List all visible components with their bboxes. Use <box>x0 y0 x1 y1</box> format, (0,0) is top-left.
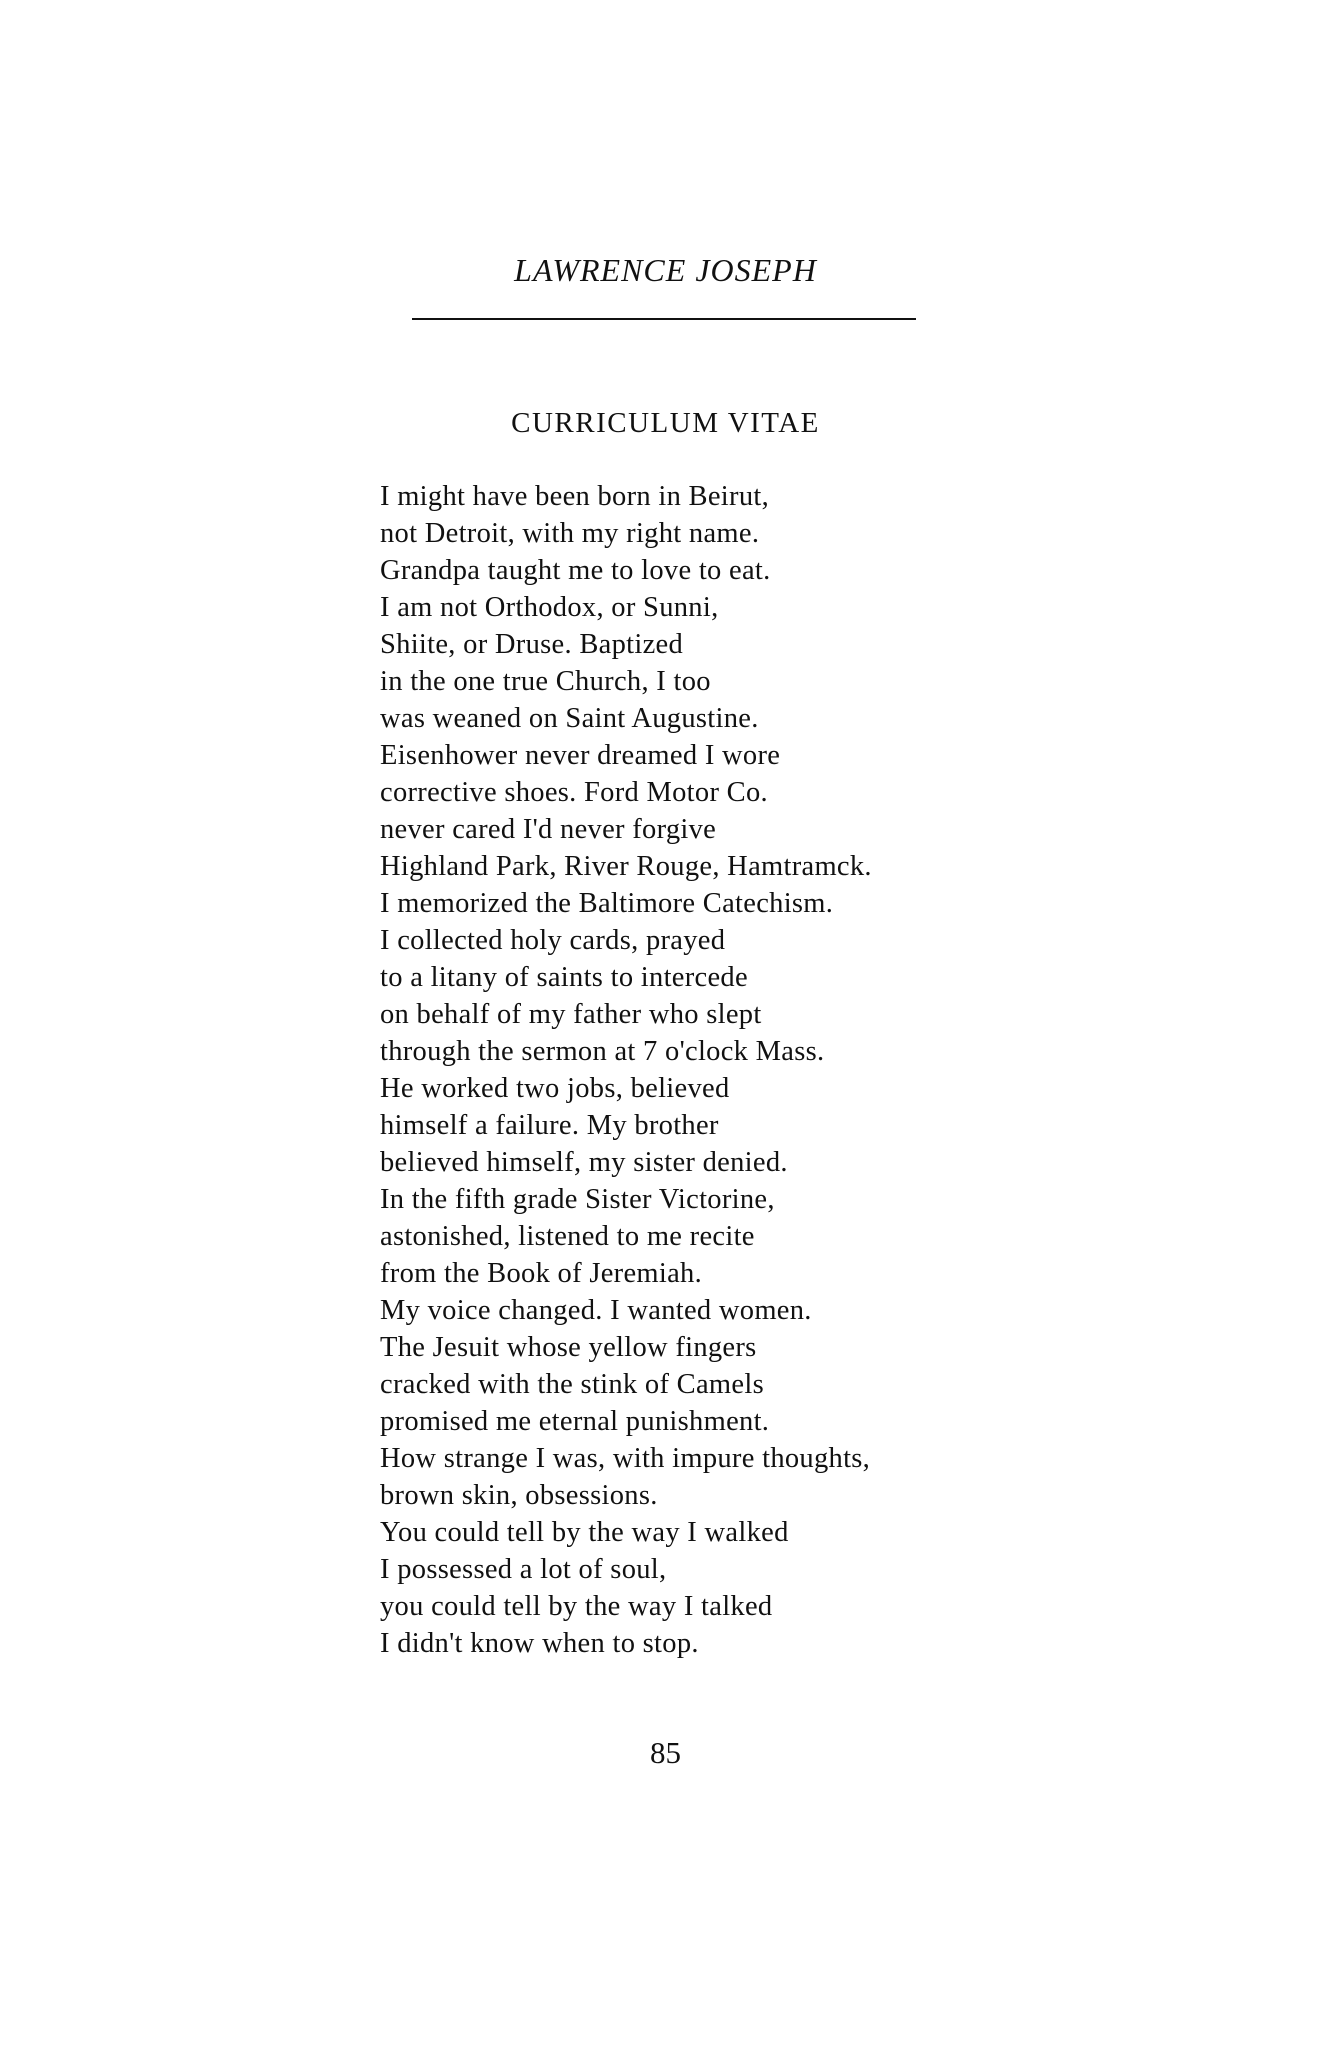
poem-line: I memorized the Baltimore Catechism. <box>380 888 834 919</box>
poem-line: He worked two jobs, believed <box>380 1073 730 1104</box>
poem-line: believed himself, my sister denied. <box>380 1147 788 1178</box>
poem-body <box>380 478 1000 1662</box>
poem-line: My voice changed. I wanted women. <box>380 1295 812 1326</box>
poem-line: I collected holy cards, prayed <box>380 925 726 956</box>
poem-line: cracked with the stink of Camels <box>380 1369 764 1400</box>
poem-line: on behalf of my father who slept <box>380 999 762 1030</box>
poem-line: How strange I was, with impure thoughts, <box>380 1443 871 1474</box>
poem-line: I possessed a lot of soul, <box>380 1554 667 1585</box>
poem-line: brown skin, obsessions. <box>380 1480 658 1511</box>
poem-line: I might have been born in Beirut, <box>380 481 770 512</box>
poem-line: I didn't know when to stop. <box>380 1628 699 1659</box>
poem-line: I am not Orthodox, or Sunni, <box>380 592 719 623</box>
poem-line: Grandpa taught me to love to eat. <box>380 555 771 586</box>
poem-line: In the fifth grade Sister Victorine, <box>380 1184 775 1215</box>
poem-line: to a litany of saints to intercede <box>380 962 748 993</box>
poem-line: in the one true Church, I too <box>380 666 711 697</box>
poem-line: not Detroit, with my right name. <box>380 518 760 549</box>
poem-line: Highland Park, River Rouge, Hamtramck. <box>380 851 872 882</box>
poem-line: was weaned on Saint Augustine. <box>380 703 759 734</box>
page-number: 85 <box>650 1735 681 1770</box>
poem-line: Shiite, or Druse. Baptized <box>380 629 684 660</box>
poem-line: corrective shoes. Ford Motor Co. <box>380 777 768 808</box>
poem-line: from the Book of Jeremiah. <box>380 1258 703 1289</box>
header-rule <box>412 318 916 320</box>
poem-line: astonished, listened to me recite <box>380 1221 755 1252</box>
running-head-author: LAWRENCE JOSEPH <box>514 252 817 288</box>
poem-line: promised me eternal punishment. <box>380 1406 770 1437</box>
poem-line: You could tell by the way I walked <box>380 1517 789 1548</box>
poem-line: never cared I'd never forgive <box>380 814 717 845</box>
poem-line: The Jesuit whose yellow fingers <box>380 1332 757 1363</box>
poem-title: CURRICULUM VITAE <box>511 407 820 439</box>
poem-line: himself a failure. My brother <box>380 1110 719 1141</box>
poem-line: Eisenhower never dreamed I wore <box>380 740 781 771</box>
poem-line: you could tell by the way I talked <box>380 1591 773 1622</box>
poem-line: through the sermon at 7 o'clock Mass. <box>380 1036 825 1067</box>
